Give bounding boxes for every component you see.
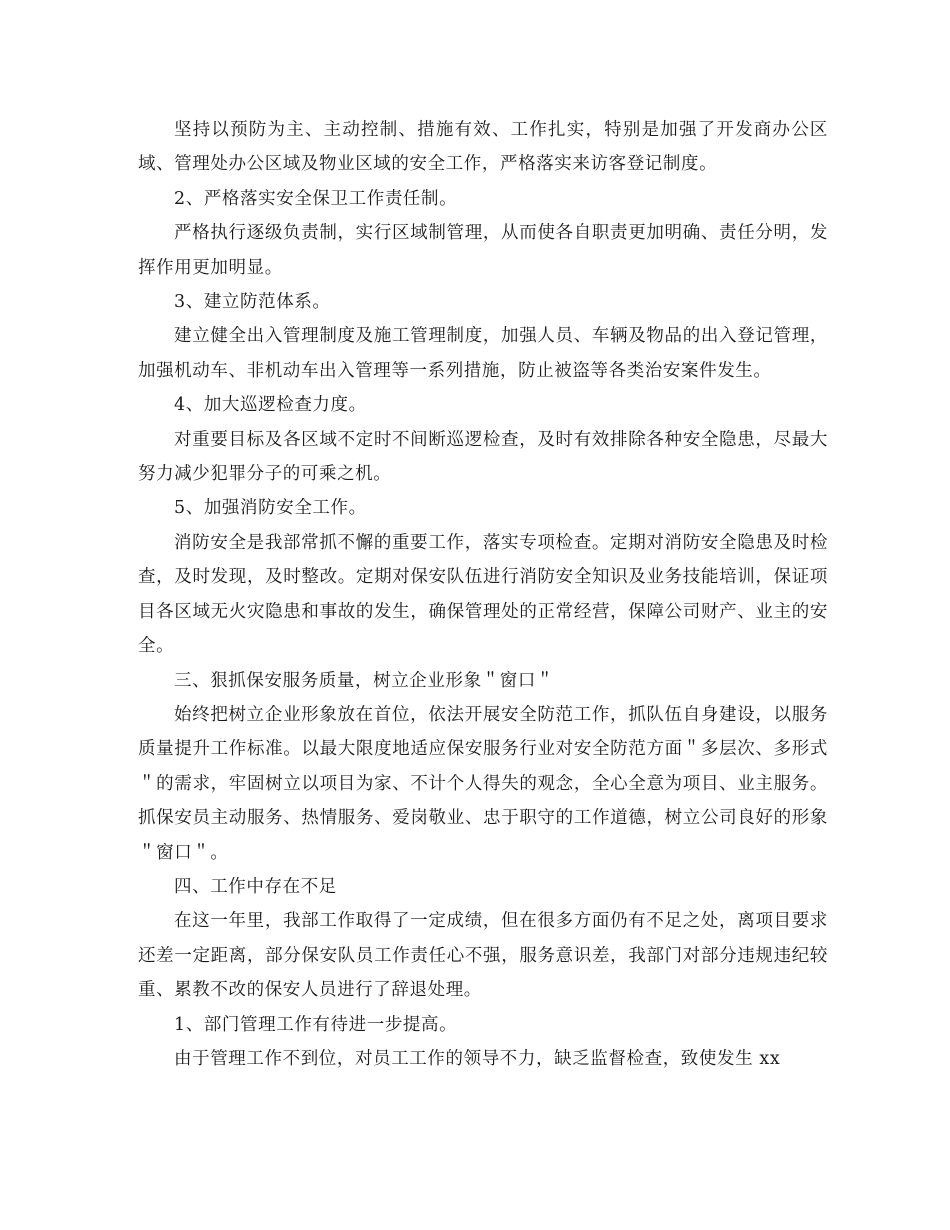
section-heading: 1、部门管理工作有待进一步提高。 <box>174 1014 458 1035</box>
body-paragraph: 消防安全是我部常抓不懈的重要工作，落实专项检查。定期对消防安全隐患及时检查，及时发现，及时整改。定期对保安队伍进行消防安全知识及业务技能培训，保证项目各区域无火灾隐患和事故的发生，确保管理处的正常经营，保障公司财产、业主的安全。 <box>138 532 828 657</box>
document-body <box>138 113 828 1076</box>
body-paragraph: 在这一年里，我部工作取得了一定成绩，但在很多方面仍有不足之处，离项目要求还差一定距离，部分保安队员工作责任心不强，服务意识差，我部门对部分违规违纪较重、累教不改的保安人员进行了辞退处理。 <box>138 911 828 1001</box>
chapter-heading: 三、狠抓保安服务质量，树立企业形象＂窗口＂ <box>174 670 555 691</box>
body-paragraph: 建立健全出入管理制度及施工管理制度，加强人员、车辆及物品的出入登记管理，加强机动车、非机动车出入管理等一系列措施，防止被盗等各类治安案件发生。 <box>138 326 828 381</box>
section-heading: 5、加强消防安全工作。 <box>174 498 367 519</box>
section-heading: 4、加大巡逻检查力度。 <box>174 395 367 416</box>
body-paragraph: 坚持以预防为主、主动控制、措施有效、工作扎实，特别是加强了开发商办公区域、管理处办公区域及物业区域的安全工作，严格落实来访客登记制度。 <box>138 120 828 175</box>
body-paragraph: 严格执行逐级负责制，实行区域制管理，从而使各自职责更加明确、责任分明，发挥作用更加明显。 <box>138 223 828 278</box>
section-heading: 3、建立防范体系。 <box>174 292 331 313</box>
body-paragraph: 始终把树立企业形象放在首位，依法开展安全防范工作，抓队伍自身建设，以服务质量提升工作标准。以最大限度地适应保安服务行业对安全防范方面＂多层次、多形式＂的需求，牢固树立以项目为家、不计个人得失的观念，全心全意为项目、业主服务。抓保安员主动服务、热情服务、爱岗敬业、忠于职守的工作道德，树立公司良好的形象＂窗口＂。 <box>138 704 828 863</box>
chapter-heading: 四、工作中存在不足 <box>174 876 337 897</box>
body-paragraph: 对重要目标及各区域不定时不间断巡逻检查，及时有效排除各种安全隐患，尽最大努力减少犯罪分子的可乘之机。 <box>138 429 828 485</box>
section-heading: 2、严格落实安全保卫工作责任制。 <box>174 188 458 209</box>
body-paragraph: 由于管理工作不到位，对员工工作的领导不力，缺乏监督检查，致使发生 xx <box>174 1048 781 1069</box>
